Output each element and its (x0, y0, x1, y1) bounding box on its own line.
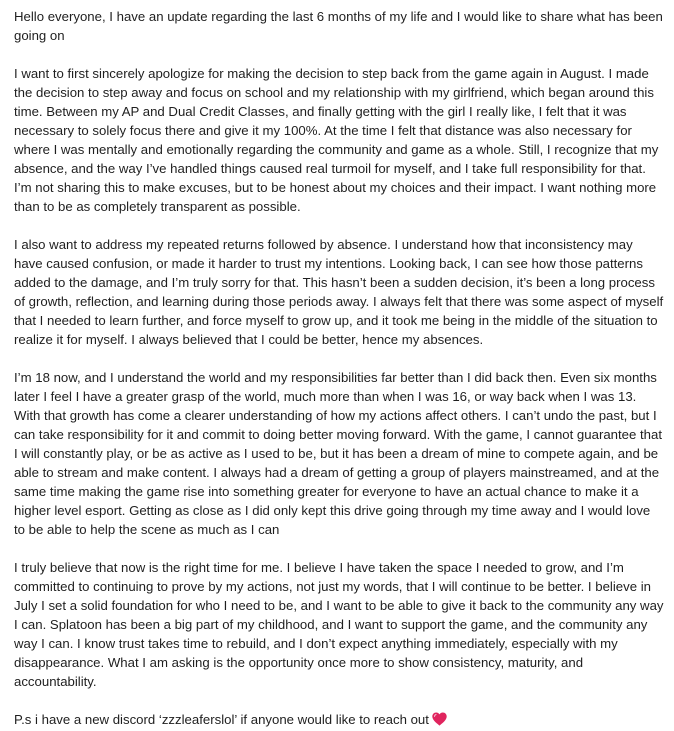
apology-paragraph: I want to first sincerely apologize for making the decision to step back from the game again in August. I made the decision to step away and focus on school and my relationship with my girlfriend, which began around this time. Between my AP and Dual Credit Classes, and finally getting with the girl I really like, I felt that it was necessary to solely focus there and give it my 100%. At the time I felt that distance was also necessary for where I was mentally and emotionally regarding the community and game as a whole. Still, I recognize that my absence, and the way I’ve handled things caused real turmoil for myself, and I take full responsibility for that. I’m not sharing this to make excuses, but to be honest about my choices and their impact. I want nothing more than to be as completely transparent as possible. (14, 66, 659, 214)
greeting-paragraph: Hello everyone, I have an update regarding the last 6 months of my life and I would like to share what has been going on (14, 9, 663, 43)
heart-icon (432, 712, 447, 731)
document-body (14, 7, 664, 731)
absence-paragraph: I also want to address my repeated returns followed by absence. I understand how that inconsistency may have caused confusion, or made it harder to trust my intentions. Looking back, I can see how those patterns added to the damage, and I’m truly sorry for that. This hasn’t been a sudden decision, it’s been a long process of growth, reflection, and learning during those periods away. I always felt that there was some aspect of myself that I needed to learn further, and force myself to grow up, and it took me being in the middle of the situation to realize it for myself. I always believed that I could be better, hence my absences. (14, 237, 664, 347)
growth-paragraph: I’m 18 now, and I understand the world and my responsibilities far better than I did back then. Even six months later I feel I have a greater grasp of the world, much more than when I was 16, or way back when I was 13. With that growth has come a clearer understanding of how my actions affect others. I can’t undo the past, but I can take responsibility for it and commit to doing better moving forward. With the game, I cannot guarantee that I will constantly play, or be as active as I used to be, but it has been a dream of mine to compete again, and be able to stream and make content. I always had a dream of getting a group of players mainstreamed, and at the same time making the game rise into something greater for everyone to have an actual chance to make it a higher level esport. Getting as close as I did only kept this drive going through my time away and I would love to be able to help the scene as much as I can (14, 370, 662, 537)
postscript-text: P.s i have a new discord ‘zzzleaferslol’ if anyone would like to reach out (14, 712, 429, 727)
postscript-paragraph (14, 710, 664, 731)
commitment-paragraph: I truly believe that now is the right time for me. I believe I have taken the space I needed to grow, and I’m committed to continuing to prove by my actions, not just my words, that I will continue to be better. I believe in July I set a solid foundation for who I need to be, and I want to be able to give it back to the community any way I can. Splatoon has been a big part of my childhood, and I want to support the game, and the community any way I can. I know trust takes time to rebuild, and I don’t expect anything immediately, especially with my disappearance. What I am asking is the opportunity once more to show consistency, maturity, and accountability. (14, 560, 664, 689)
